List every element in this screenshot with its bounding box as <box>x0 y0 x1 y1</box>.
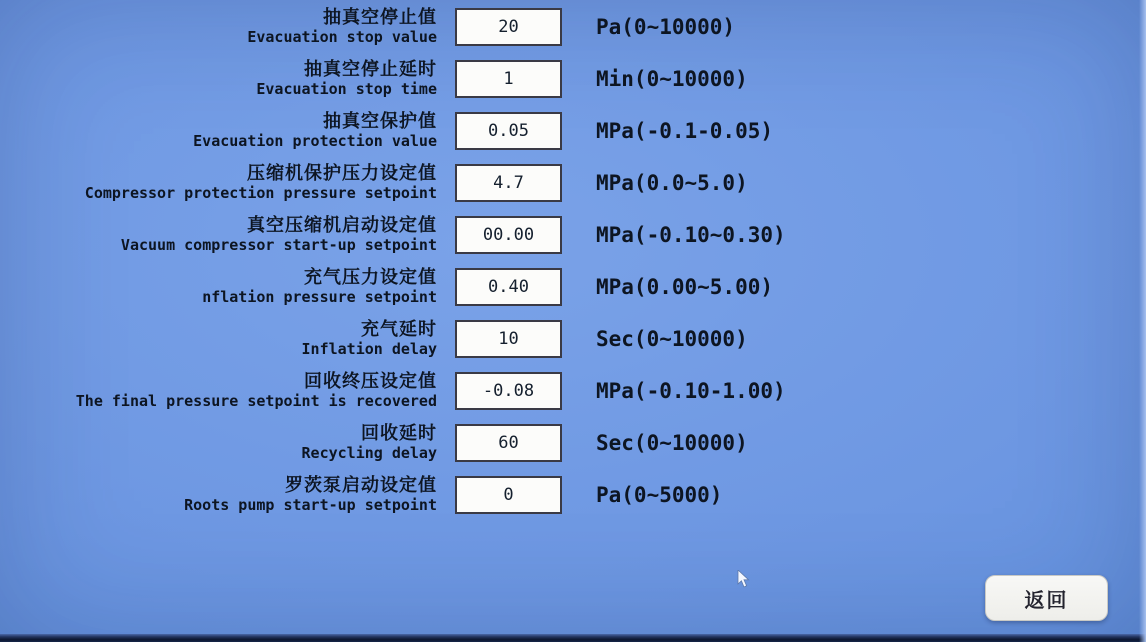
parameter-label <box>0 476 437 514</box>
parameter-label-en: Evacuation stop value <box>247 27 437 46</box>
parameter-row <box>0 53 1146 105</box>
parameter-unit-range: Pa(0~10000) <box>596 15 736 39</box>
parameter-unit-range: Pa(0~5000) <box>596 483 723 507</box>
parameter-unit-range: MPa(-0.10-1.00) <box>596 379 786 403</box>
parameter-unit-range: Min(0~10000) <box>596 67 748 91</box>
parameter-label <box>0 8 437 46</box>
parameter-row <box>0 417 1146 469</box>
parameter-row <box>0 313 1146 365</box>
parameter-list <box>0 1 1146 521</box>
parameter-unit-range: Sec(0~10000) <box>596 327 748 351</box>
parameter-label-zh: 罗茨泵启动设定值 <box>285 475 437 497</box>
parameter-row <box>0 261 1146 313</box>
parameter-unit-range: MPa(-0.1-0.05) <box>596 119 774 143</box>
parameter-row <box>0 209 1146 261</box>
parameter-label-zh: 充气延时 <box>361 319 437 341</box>
parameter-unit-range: MPa(0.0~5.0) <box>596 171 748 195</box>
parameter-value-input[interactable]: 1 <box>455 60 562 98</box>
parameter-value-input[interactable]: 0 <box>455 476 562 514</box>
parameter-label-en: Evacuation protection value <box>193 131 437 150</box>
parameter-value-input[interactable]: 0.40 <box>455 268 562 306</box>
parameter-label <box>0 320 437 358</box>
parameter-label-en: Evacuation stop time <box>256 79 437 98</box>
parameter-label-en: Roots pump start-up setpoint <box>184 495 437 514</box>
mouse-cursor-icon <box>737 570 751 592</box>
parameter-label-en: Compressor protection pressure setpoint <box>84 183 437 202</box>
parameter-row <box>0 105 1146 157</box>
parameter-row <box>0 365 1146 417</box>
return-button[interactable]: 返回 <box>985 575 1108 621</box>
parameter-unit-range: Sec(0~10000) <box>596 431 748 455</box>
parameter-value-input[interactable]: 00.00 <box>455 216 562 254</box>
parameter-label-zh: 回收终压设定值 <box>304 371 437 393</box>
parameter-value-input[interactable]: 4.7 <box>455 164 562 202</box>
parameter-label <box>0 164 437 202</box>
parameter-value-input[interactable]: 20 <box>455 8 562 46</box>
parameter-label-zh: 回收延时 <box>361 423 437 445</box>
parameter-label <box>0 372 437 410</box>
parameter-label-zh: 真空压缩机启动设定值 <box>247 215 437 237</box>
parameter-value-input[interactable]: 10 <box>455 320 562 358</box>
parameter-unit-range: MPa(-0.10~0.30) <box>596 223 786 247</box>
parameter-value-input[interactable]: -0.08 <box>455 372 562 410</box>
parameter-label <box>0 112 437 150</box>
parameter-row <box>0 469 1146 521</box>
parameter-label-zh: 抽真空停止值 <box>323 7 437 29</box>
parameter-label-zh: 充气压力设定值 <box>304 267 437 289</box>
parameter-label <box>0 424 437 462</box>
parameter-value-input[interactable]: 0.05 <box>455 112 562 150</box>
parameter-label-zh: 抽真空保护值 <box>323 111 437 133</box>
parameter-label-en: Vacuum compressor start-up setpoint <box>120 235 437 254</box>
parameter-row <box>0 157 1146 209</box>
parameter-label <box>0 268 437 306</box>
parameter-unit-range: MPa(0.00~5.00) <box>596 275 774 299</box>
parameter-label-zh: 抽真空停止延时 <box>304 59 437 81</box>
parameter-label-en: nflation pressure setpoint <box>202 287 437 306</box>
parameter-value-input[interactable]: 60 <box>455 424 562 462</box>
parameter-row <box>0 1 1146 53</box>
parameter-label <box>0 60 437 98</box>
parameter-label-en: The final pressure setpoint is recovered <box>75 391 437 410</box>
parameter-label-en: Inflation delay <box>301 339 437 358</box>
screen-bottom-bezel <box>0 634 1146 642</box>
parameter-label-en: Recycling delay <box>301 443 437 462</box>
parameter-label-zh: 压缩机保护压力设定值 <box>247 163 437 185</box>
parameter-label <box>0 216 437 254</box>
